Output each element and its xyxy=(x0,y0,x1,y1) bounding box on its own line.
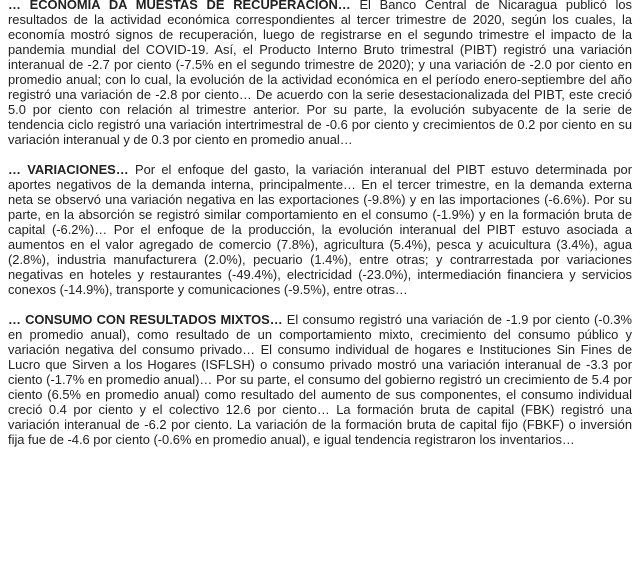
paragraph-body: El Banco Central de Nicaragua publicó los resultados de la actividad económica correspondientes al tercer trimestre de 2020, según los cuales, la economía mostró signos de recuperación, luego de registrarse en el segundo trimestre el impacto de la pandemia mundial del COVID-19. Así, el Producto Interno Bruto trimestral (PIBT) registró una variación interanual de -2.7 por ciento (-7.5% en el segundo trimestre de 2020); y una variación de -2.0 por ciento en promedio anual; con lo cual, la evolución de la actividad económica en el período enero-septiembre del año registró una variación de -2.8 por ciento… De acuerdo con la serie desestacionalizada del PIBT, este creció 5.0 por ciento con relación al trimestre anterior. Por su parte, la evolución subyacente de la serie de tendencia ciclo registró una variación intertrimestral de -0.6 por ciento y crecimientos de 0.2 por ciento en su variación interanual y de 0.3 por ciento en promedio anual… xyxy=(8,0,632,147)
paragraph-body: Por el enfoque del gasto, la variación interanual del PIBT estuvo determinada por aportes negativos de la demanda interna, principalmente… En el tercer trimestre, en la demanda externa neta se observó una variación negativa en las exportaciones (-9.8%) y en las importaciones (-6.6%). Por su parte, en la absorción se registró similar comportamiento en el consumo (-1.9%) y en la formación bruta de capital (-6.2%)… Por el enfoque de la producción, la evolución interanual del PIBT estuvo asociada a aumentos en el valor agregado de comercio (7.8%), agricultura (5.4%), pesca y acuicultura (3.4%), agua (2.8%), industria manufacturera (2.0%), pecuario (1.4%), entre otras; y contrarrestada por variaciones negativas en hoteles y restaurantes (-49.4%), electricidad (-23.0%), intermediación financiera y servicios conexos (-14.9%), transporte y comunicaciones (-9.5%), entre otras… xyxy=(8,162,633,297)
paragraph-body: El consumo registró una variación de -1.9 por ciento (-0.3% en promedio anual), como resultado de un comportamiento mixto, crecimiento del consumo público y variación negativa del consumo privado… El consumo individual de hogares e Instituciones Sin Fines de Lucro que Sirven a los Hogares (ISFLSH) o consumo privado mostró una variación interanual de -3.3 por ciento (-1.7% en promedio anual)… Por su parte, el consumo del gobierno registró un crecimiento de 5.4 por ciento (6.5% en promedio anual) como resultado del aumento de sus componentes, el consumo individual creció 0.4 por ciento y el colectivo 12.6 por ciento… La formación bruta de capital (FBK) registró una variación interanual de -6.2 por ciento. La variación de la formación bruta de capital fijo (FBKF) o inversión fija fue de -4.6 por ciento (-0.6% en promedio anual), e igual tendencia registraron los inventarios… xyxy=(8,312,632,447)
paragraph-heading: … ECONOMIA DA MUESTAS DE RECUPERACION… xyxy=(8,0,351,12)
paragraph-heading: … CONSUMO CON RESULTADOS MIXTOS… xyxy=(8,312,283,327)
paragraph-variaciones xyxy=(8,162,632,297)
paragraph-consumo-mixto xyxy=(8,312,632,447)
paragraph-economia-recuperacion xyxy=(8,0,632,147)
paragraph-heading: … VARIACIONES… xyxy=(8,162,129,177)
